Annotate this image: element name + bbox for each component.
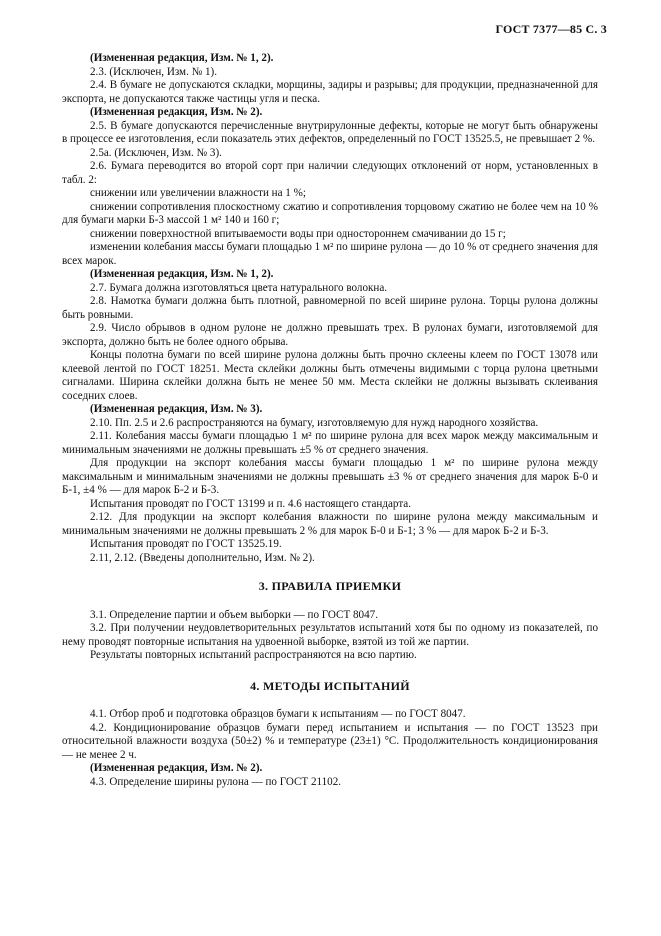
- paragraph: 2.6. Бумага переводится во второй сорт при наличии следующих отклонений от норм, установленных в табл. 2:: [62, 160, 598, 186]
- revision-note: (Измененная редакция, Изм. № 3).: [90, 403, 263, 415]
- paragraph: 2.4. В бумаге не допускаются складки, морщины, задиры и разрывы; для продукции, предназначенной для экспорта, не допускаются также частицы угля и песка.: [62, 79, 598, 105]
- revision-note: (Измененная редакция, Изм. № 2).: [90, 762, 263, 774]
- section-heading: 3. ПРАВИЛА ПРИЕМКИ: [258, 579, 402, 593]
- page-header: ГОСТ 7377—85 С. 3: [495, 22, 607, 36]
- paragraph: 2.11, 2.12. (Введены дополнительно, Изм. № 2).: [90, 551, 315, 564]
- paragraph: 2.12. Для продукции на экспорт колебания влажности по ширине рулона между максимальным и минимальным значениями не должны превышать 2 % для марок Б-0 и Б-1; 3 % — для марок Б-2 и Б-3.: [62, 511, 598, 537]
- paragraph: 2.3. (Исключен, Изм. № 1).: [90, 65, 217, 78]
- document-body: [62, 52, 598, 789]
- paragraph: 4.2. Кондиционирование образцов бумаги перед испытанием и испытания — по ГОСТ 13523 при относительной влажности воздуха (50±2) % и температуре (23±1) °С. Продолжительность кондиционирования — не менее 2 ч.: [62, 721, 598, 761]
- paragraph: Результаты повторных испытаний распространяются на всю партию.: [90, 649, 417, 661]
- paragraph: Для продукции на экспорт колебания массы бумаги площадью 1 м² по ширине рулона между максимальным и минимальным значениями не должны превышать ±3 % от среднего значения для марок Б-0 и Б-1, ±4 % — для марок Б-2 и Б-3.: [62, 457, 598, 496]
- paragraph: Испытания проводят по ГОСТ 13525.19.: [90, 538, 282, 550]
- revision-note: (Измененная редакция, Изм. № 1, 2).: [90, 268, 274, 280]
- paragraph: 4.3. Определение ширины рулона — по ГОСТ 21102.: [90, 775, 342, 788]
- paragraph: 2.10. Пп. 2.5 и 2.6 распространяются на бумагу, изготовляемую для нужд народного хозяйства.: [90, 416, 539, 429]
- paragraph: 2.7. Бумага должна изготовляться цвета натурального волокна.: [90, 281, 388, 294]
- paragraph: снижении или увеличении влажности на 1 %;: [90, 187, 306, 199]
- paragraph: снижении поверхностной впитываемости воды при одностороннем смачивании до 15 г;: [90, 227, 506, 240]
- section-heading: 4. МЕТОДЫ ИСПЫТАНИЙ: [250, 678, 410, 693]
- paragraph: 2.5а. (Исключен, Изм. № 3).: [90, 146, 222, 159]
- paragraph: 2.8. Намотка бумаги должна быть плотной, равномерной по всей ширине рулона. Торцы рулона должны быть ровными.: [62, 295, 598, 321]
- paragraph: снижении сопротивления плоскостному сжатию и сопротивления торцовому сжатию не более чем на 10 % для бумаги марки Б-3 массой 1 м² 140 и 160 г;: [62, 200, 598, 226]
- paragraph: Испытания проводят по ГОСТ 13199 и п. 4.6 настоящего стандарта.: [90, 497, 412, 510]
- paragraph: 2.5. В бумаге допускаются перечисленные внутрирулонные дефекты, которые не могут быть обнаружены в процессе ее изготовления, если показатель этих дефектов, определенный по ГОСТ 13525.5, не превышает 2 %.: [62, 119, 598, 145]
- paragraph: изменении колебания массы бумаги площадью 1 м² по ширине рулона — до 10 % от среднего значения для всех марок.: [62, 241, 598, 267]
- paragraph: Концы полотна бумаги по всей ширине рулона должны быть прочно склеены клеем по ГОСТ 13078 или клеевой лентой по ГОСТ 18251. Места склейки должны быть отмечены видимыми с торца рулона цветными сигналами. Ширина склейки должна быть не менее 50 мм. Места склейки не должны вызывать склеивания соседних слоев.: [62, 349, 598, 402]
- paragraph: 2.11. Колебания массы бумаги площадью 1 м² по ширине рулона для всех марок между максимальным и минимальным значениями не должны превышать ±5 % от среднего значения.: [62, 430, 598, 456]
- paragraph: 4.1. Отбор проб и подготовка образцов бумаги к испытаниям — по ГОСТ 8047.: [90, 708, 466, 720]
- paragraph: 3.1. Определение партии и объем выборки — по ГОСТ 8047.: [90, 608, 378, 621]
- revision-note: (Измененная редакция, Изм. № 1, 2).: [90, 52, 274, 64]
- paragraph: 3.2. При получении неудовлетворительных результатов испытаний хотя бы по одному из показателей, по нему проводят повторные испытания на удвоенной выборке, взятой из той же партии.: [62, 622, 598, 648]
- revision-note: (Измененная редакция, Изм. № 2).: [90, 106, 263, 118]
- paragraph: 2.9. Число обрывов в одном рулоне не должно превышать трех. В рулонах бумаги, изготовляемой для экспорта, должно быть не более одного обрыва.: [62, 322, 598, 348]
